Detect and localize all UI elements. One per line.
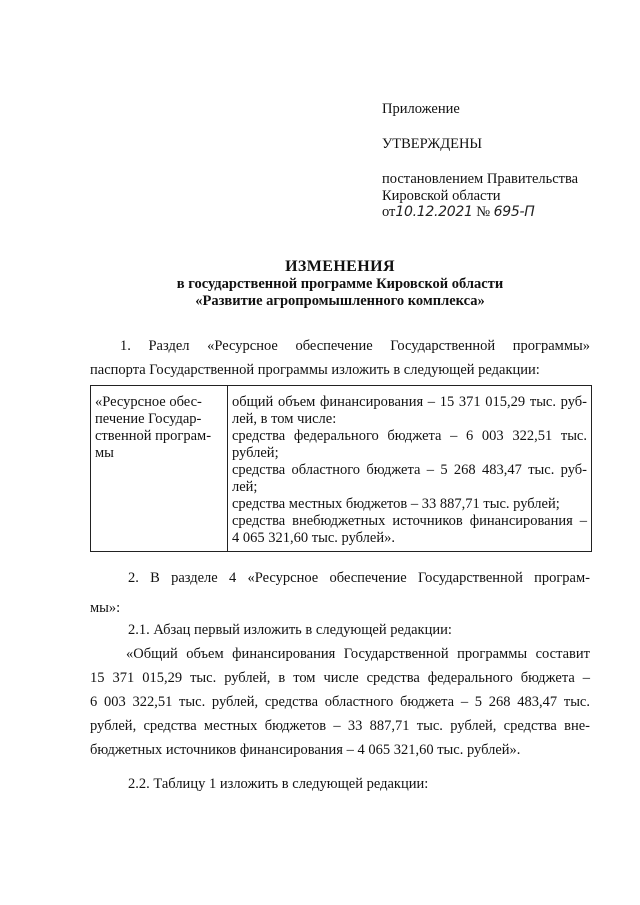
item1-paragraph	[90, 338, 590, 379]
item2-line-1: 2. В разделе 4 «Ресурсное обеспечение Государственной програм-	[128, 570, 590, 586]
item1-line-2: паспорта Государственной программы изложить в следующей редакции:	[90, 362, 540, 378]
table-row	[91, 386, 592, 552]
quote-paragraph	[90, 646, 590, 759]
table-right-line: средства федерального бюджета – 6 003 322,51 тыс.	[232, 428, 587, 444]
handwritten-date: 10.12.2021	[395, 204, 473, 220]
item1-line-1: 1. Раздел «Ресурсное обеспечение Государственной программы»	[120, 338, 590, 354]
table-right-line: средства областного бюджета – 5 268 483,47 тыс. руб-	[232, 462, 587, 478]
table-left-line: мы	[95, 445, 114, 461]
table-right-line: лей;	[232, 479, 258, 495]
resource-table	[90, 385, 592, 552]
document-title: ИЗМЕНЕНИЯ	[285, 258, 395, 275]
decree-line-1: постановлением Правительства	[382, 171, 579, 187]
quote-line-3: 6 003 322,51 тыс. рублей, средства областного бюджета – 5 268 483,47 тыс.	[90, 694, 590, 710]
table-right-line: общий объем финансирования – 15 371 015,29 тыс. руб-	[232, 394, 587, 410]
table-left-line: ственной програм-	[95, 428, 212, 444]
table-right-line: 4 065 321,60 тыс. рублей».	[232, 530, 395, 546]
item22-paragraph: 2.2. Таблицу 1 изложить в следующей редакции:	[128, 776, 429, 792]
item21-paragraph: 2.1. Абзац первый изложить в следующей редакции:	[128, 622, 452, 638]
handwritten-number: 695-П	[493, 204, 535, 220]
table-left-line: «Ресурсное обес-	[95, 394, 202, 410]
table-right-line: рублей;	[232, 445, 279, 461]
table-cell-value	[228, 386, 592, 552]
document-subtitle-2: «Развитие агропромышленного комплекса»	[195, 293, 485, 309]
item2-line-2: мы»:	[90, 600, 121, 616]
item2-paragraph	[90, 570, 590, 617]
appendix-label: Приложение	[382, 101, 460, 117]
date-prefix: от	[382, 204, 396, 220]
document-subtitle-1: в государственной программе Кировской области	[176, 276, 504, 292]
decree-date-line	[382, 204, 534, 221]
quote-line-5: бюджетных источников финансирования – 4 065 321,60 тыс. рублей».	[90, 742, 521, 758]
quote-line-1: «Общий объем финансирования Государственной программы составит	[126, 646, 590, 662]
table-right-line: средства местных бюджетов – 33 887,71 тыс. рублей;	[232, 496, 560, 512]
decree-line-2: Кировской области	[382, 188, 501, 204]
approved-label: УТВЕРЖДЕНЫ	[382, 136, 483, 152]
table-left-line: печение Государ-	[95, 411, 202, 427]
quote-line-4: рублей, средства местных бюджетов – 33 887,71 тыс. рублей, средства вне-	[90, 718, 590, 734]
quote-line-2: 15 371 015,29 тыс. рублей, в том числе средства федерального бюджета –	[90, 670, 590, 686]
number-prefix: №	[476, 204, 491, 220]
table-cell-label	[91, 386, 228, 552]
table-right-line: лей, в том числе:	[232, 411, 337, 427]
table-right-line: средства внебюджетных источников финансирования –	[232, 513, 587, 529]
